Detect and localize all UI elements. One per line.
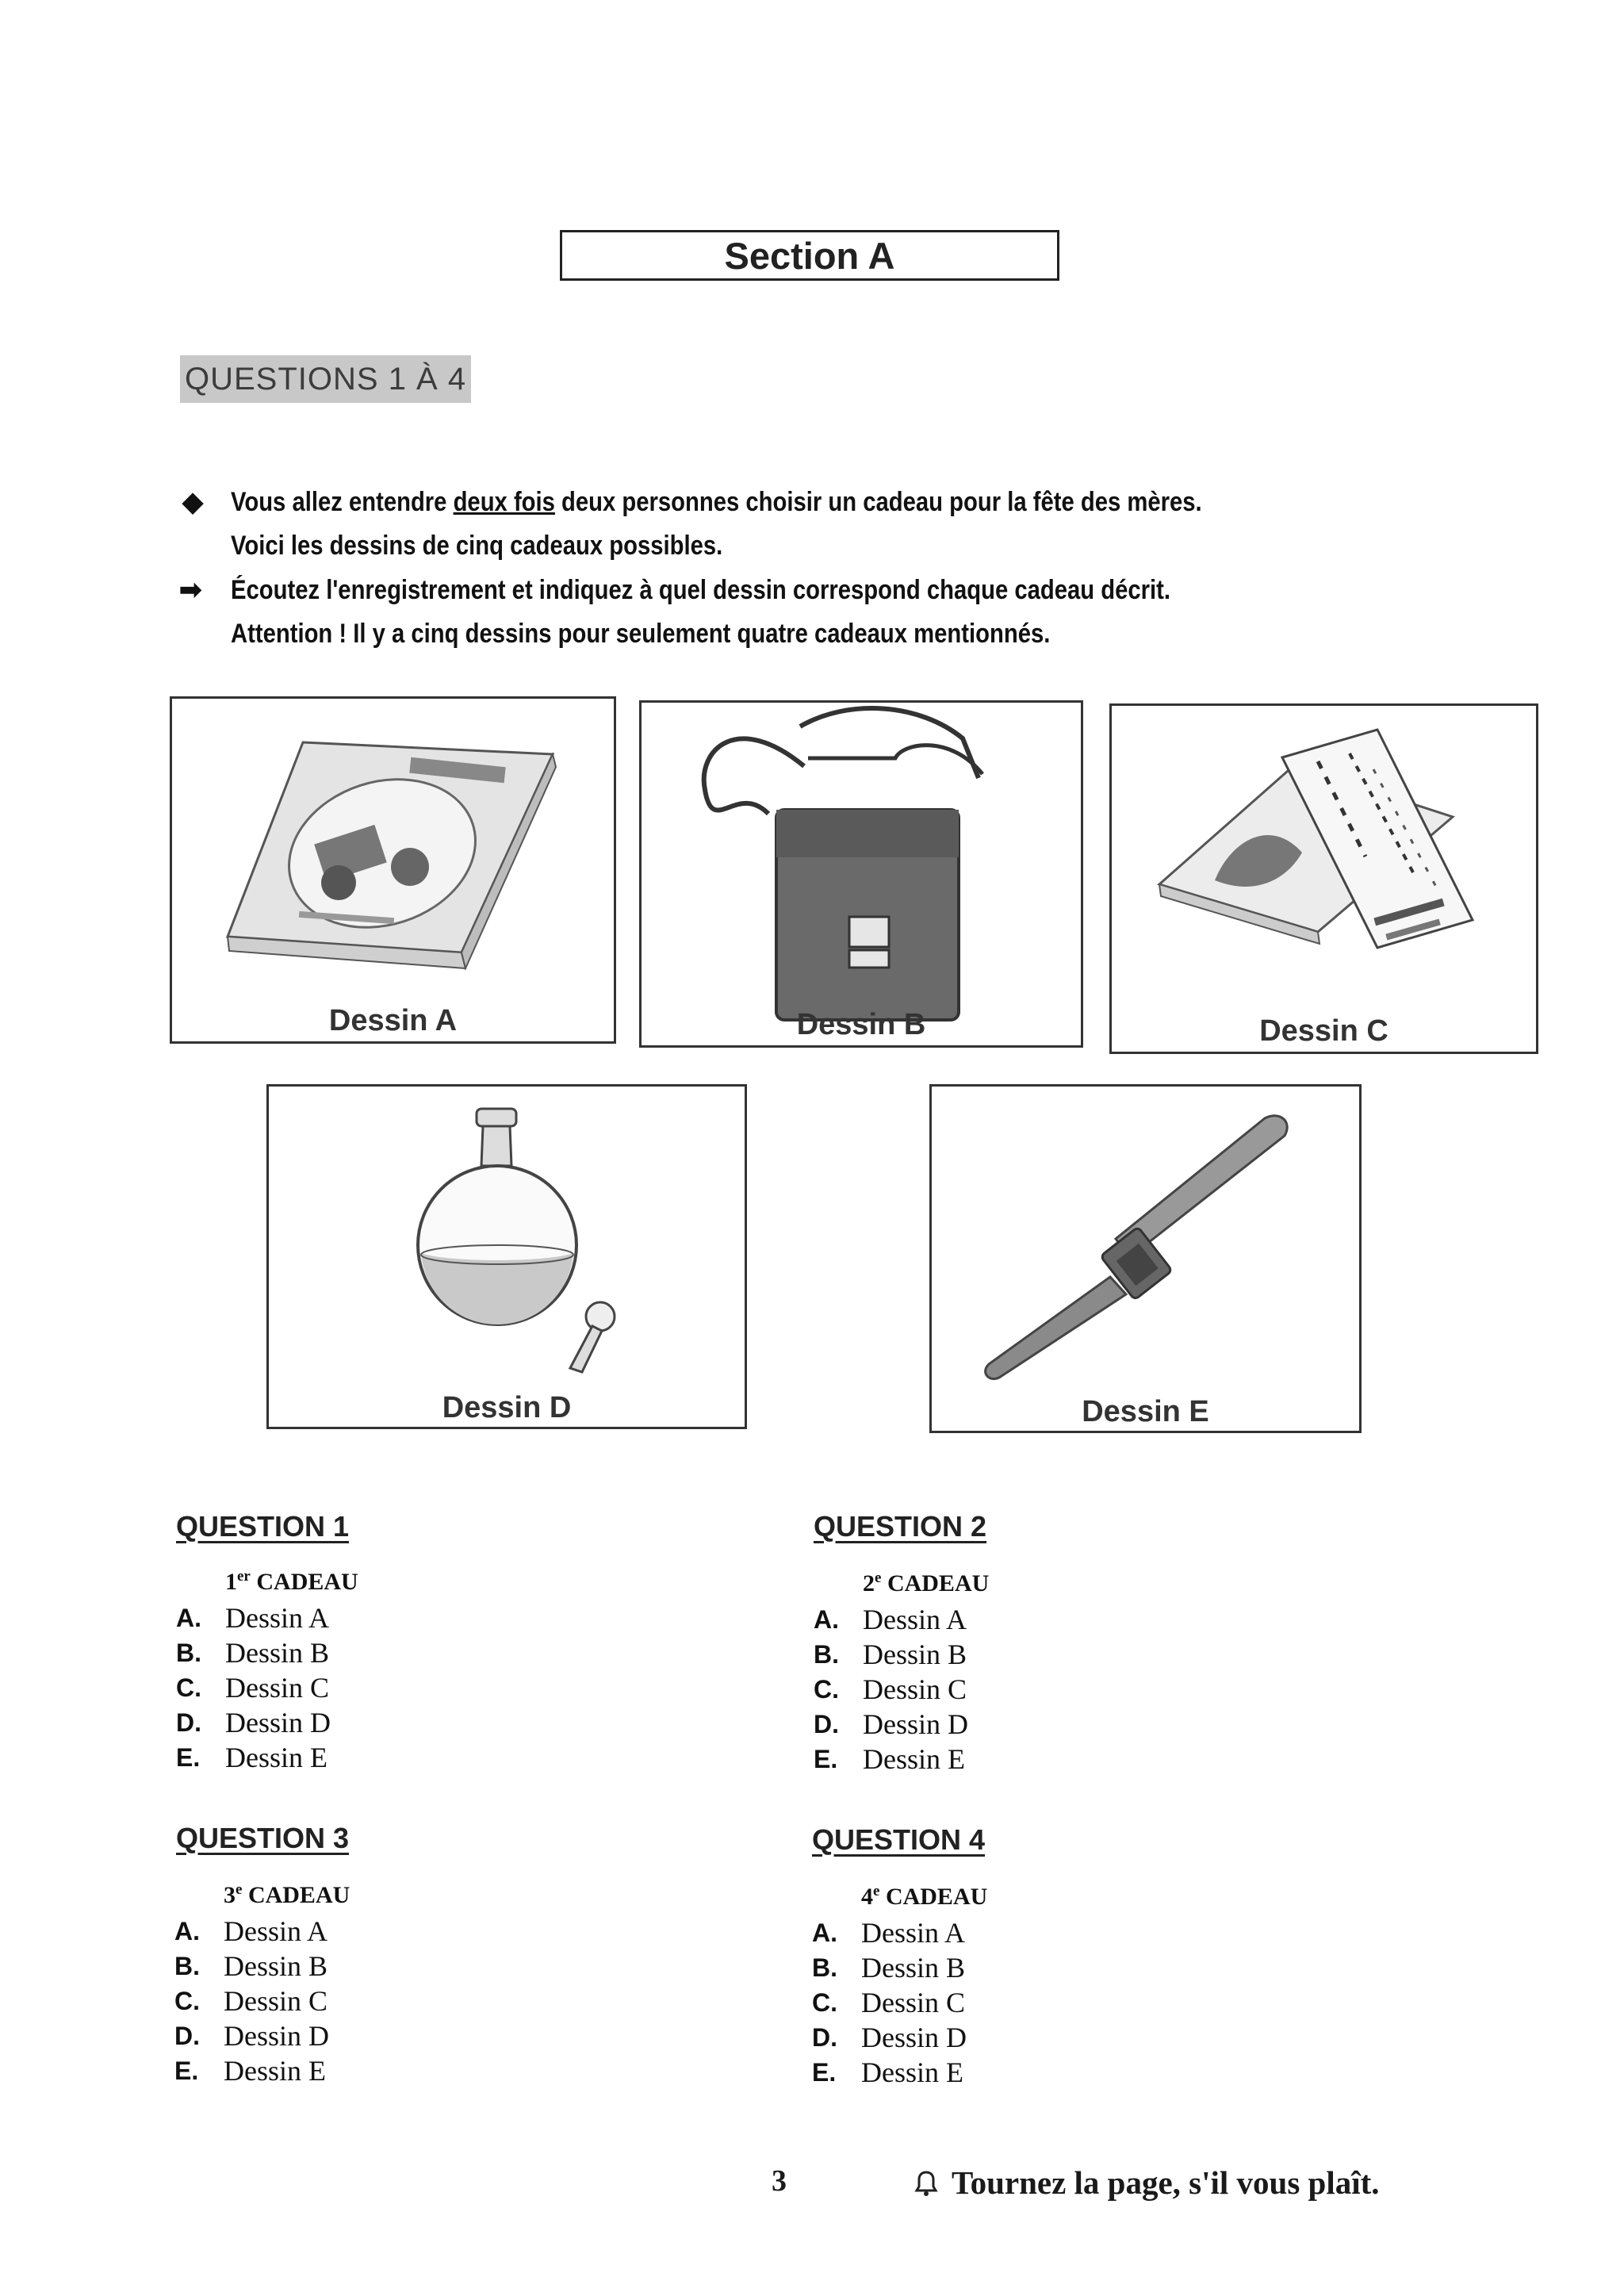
drawing-b-frame (639, 700, 1083, 1048)
option-text: Dessin A (224, 1915, 328, 1947)
ordinal-number: 4 (861, 1884, 873, 1910)
instruction-line-4: Attention ! Il y a cinq dessins pour seulement quatre cadeaux mentionnés. (231, 619, 1051, 649)
section-title: Section A (724, 234, 895, 277)
question-1-option-b[interactable] (176, 1635, 329, 1670)
question-2-option-c[interactable] (814, 1672, 967, 1707)
question-3-option-b[interactable] (174, 1949, 327, 1984)
section-header-box (560, 230, 1059, 281)
ordinal-number: 1 (225, 1569, 237, 1595)
option-text: Dessin D (225, 1707, 331, 1738)
drawing-c-frame (1109, 703, 1538, 1054)
question-4-subtitle (861, 1883, 987, 1911)
option-text: Dessin D (863, 1708, 968, 1740)
drawing-e-caption: Dessin E (1082, 1395, 1209, 1428)
instruction-emphasis: deux fois (453, 487, 555, 517)
ordinal-number: 3 (224, 1882, 236, 1908)
option-letter: E. (176, 1742, 201, 1772)
option-letter: A. (812, 1918, 837, 1947)
question-3-option-e[interactable] (174, 2053, 326, 2088)
question-3-title: QUESTION 3 (176, 1822, 350, 1854)
option-letter: D. (812, 2022, 837, 2052)
question-2-option-d[interactable] (814, 1707, 968, 1742)
option-text: Dessin E (225, 1742, 327, 1773)
option-text: Dessin A (861, 1917, 966, 1949)
instruction-line-1 (231, 486, 1202, 518)
option-letter: D. (174, 2021, 200, 2050)
wristwatch-icon (932, 1087, 1359, 1431)
turn-page-text: Tournez la page, s'il vous plaît. (952, 2164, 1380, 2201)
option-text: Dessin A (863, 1604, 967, 1635)
questions-heading: QUESTIONS 1 À 4 (180, 355, 471, 403)
drawing-a-caption: Dessin A (328, 1004, 458, 1037)
option-letter: B. (812, 1953, 837, 1982)
option-text: Dessin E (224, 2055, 326, 2087)
ordinal-suffix: er (237, 1568, 251, 1585)
question-1-subtitle (225, 1568, 358, 1596)
option-text: Dessin C (861, 1987, 966, 2018)
instruction-line-3: Écoutez l'enregistrement et indiquez à quel dessin correspond chaque cadeau décrit. (231, 575, 1170, 605)
option-text: Dessin C (225, 1672, 330, 1704)
question-4-option-e[interactable] (812, 2055, 963, 2090)
question-4-title: QUESTION 4 (812, 1823, 986, 1856)
question-3-subtitle (224, 1881, 350, 1909)
question-4-option-d[interactable] (812, 2020, 967, 2055)
option-letter: C. (814, 1674, 839, 1704)
turn-page-note (910, 2164, 1380, 2202)
drawing-a-frame (170, 696, 616, 1044)
drawing-d-caption: Dessin D (442, 1391, 572, 1424)
page-number: 3 (772, 2164, 787, 2198)
instruction-line-2: Voici les dessins de cinq cadeaux possibles. (231, 531, 723, 561)
arrow-bullet-icon: ➡ (179, 575, 202, 605)
option-text: Dessin C (224, 1985, 328, 2017)
drawing-d-frame (266, 1084, 747, 1429)
option-letter: A. (174, 1916, 200, 1945)
question-2-title: QUESTION 2 (814, 1510, 987, 1543)
option-letter: B. (174, 1951, 200, 1980)
option-letter: A. (814, 1604, 839, 1634)
option-letter: E. (812, 2057, 837, 2087)
question-2-subtitle (863, 1570, 989, 1597)
instruction-text: deux personnes choisir un cadeau pour la fête des mères. (554, 487, 1202, 517)
question-1-option-d[interactable] (176, 1705, 331, 1740)
ordinal-number: 2 (863, 1570, 875, 1596)
option-letter: D. (176, 1708, 201, 1737)
question-2-option-e[interactable] (814, 1742, 965, 1777)
drawing-b-caption: Dessin B (796, 1008, 926, 1041)
option-letter: C. (174, 1986, 200, 2015)
option-text: Dessin D (861, 2022, 967, 2053)
option-text: Dessin A (225, 1602, 330, 1634)
option-letter: D. (814, 1709, 839, 1738)
book-icon (172, 699, 614, 1041)
option-text: Dessin B (224, 1950, 328, 1982)
tickets-icon (1112, 706, 1536, 1052)
question-4-option-b[interactable] (812, 1950, 965, 1985)
question-4-option-a[interactable] (812, 1915, 965, 1950)
question-3-option-c[interactable] (174, 1984, 327, 2018)
drawing-c-caption: Dessin C (1259, 1014, 1388, 1048)
question-1-title: QUESTION 1 (176, 1510, 350, 1543)
option-letter: C. (176, 1673, 201, 1702)
option-letter: E. (174, 2056, 199, 2085)
drawing-e-frame (929, 1084, 1362, 1433)
question-1-option-c[interactable] (176, 1670, 329, 1705)
question-3-option-a[interactable] (174, 1914, 327, 1949)
perfume-bottle-icon (269, 1087, 745, 1427)
ordinal-suffix: e (236, 1881, 243, 1898)
option-letter: E. (814, 1744, 838, 1773)
option-text: Dessin E (863, 1743, 965, 1775)
option-text: Dessin E (861, 2056, 963, 2088)
instruction-text: Vous allez entendre (231, 487, 454, 517)
ordinal-word: CADEAU (885, 1884, 988, 1910)
bell-icon (910, 2167, 942, 2198)
option-letter: C. (812, 1987, 837, 2017)
ordinal-word: CADEAU (887, 1570, 990, 1596)
question-2-option-b[interactable] (814, 1637, 967, 1672)
ordinal-word: CADEAU (256, 1569, 358, 1595)
question-2-option-a[interactable] (814, 1602, 967, 1637)
ordinal-word: CADEAU (247, 1882, 350, 1908)
option-letter: B. (176, 1638, 201, 1667)
question-4-option-c[interactable] (812, 1985, 965, 2020)
question-3-option-d[interactable] (174, 2018, 329, 2053)
option-text: Dessin D (224, 2020, 329, 2052)
option-letter: A. (176, 1603, 201, 1632)
bag-icon (642, 703, 1081, 1045)
option-text: Dessin B (863, 1639, 967, 1670)
option-letter: B. (814, 1639, 839, 1669)
option-text: Dessin C (863, 1673, 967, 1705)
diamond-bullet-icon: ◆ (182, 487, 204, 517)
ordinal-suffix: e (873, 1883, 880, 1899)
ordinal-suffix: e (875, 1570, 882, 1586)
option-text: Dessin B (861, 1952, 966, 1984)
option-text: Dessin B (225, 1637, 330, 1669)
question-1-option-e[interactable] (176, 1740, 327, 1775)
question-1-option-a[interactable] (176, 1600, 329, 1635)
